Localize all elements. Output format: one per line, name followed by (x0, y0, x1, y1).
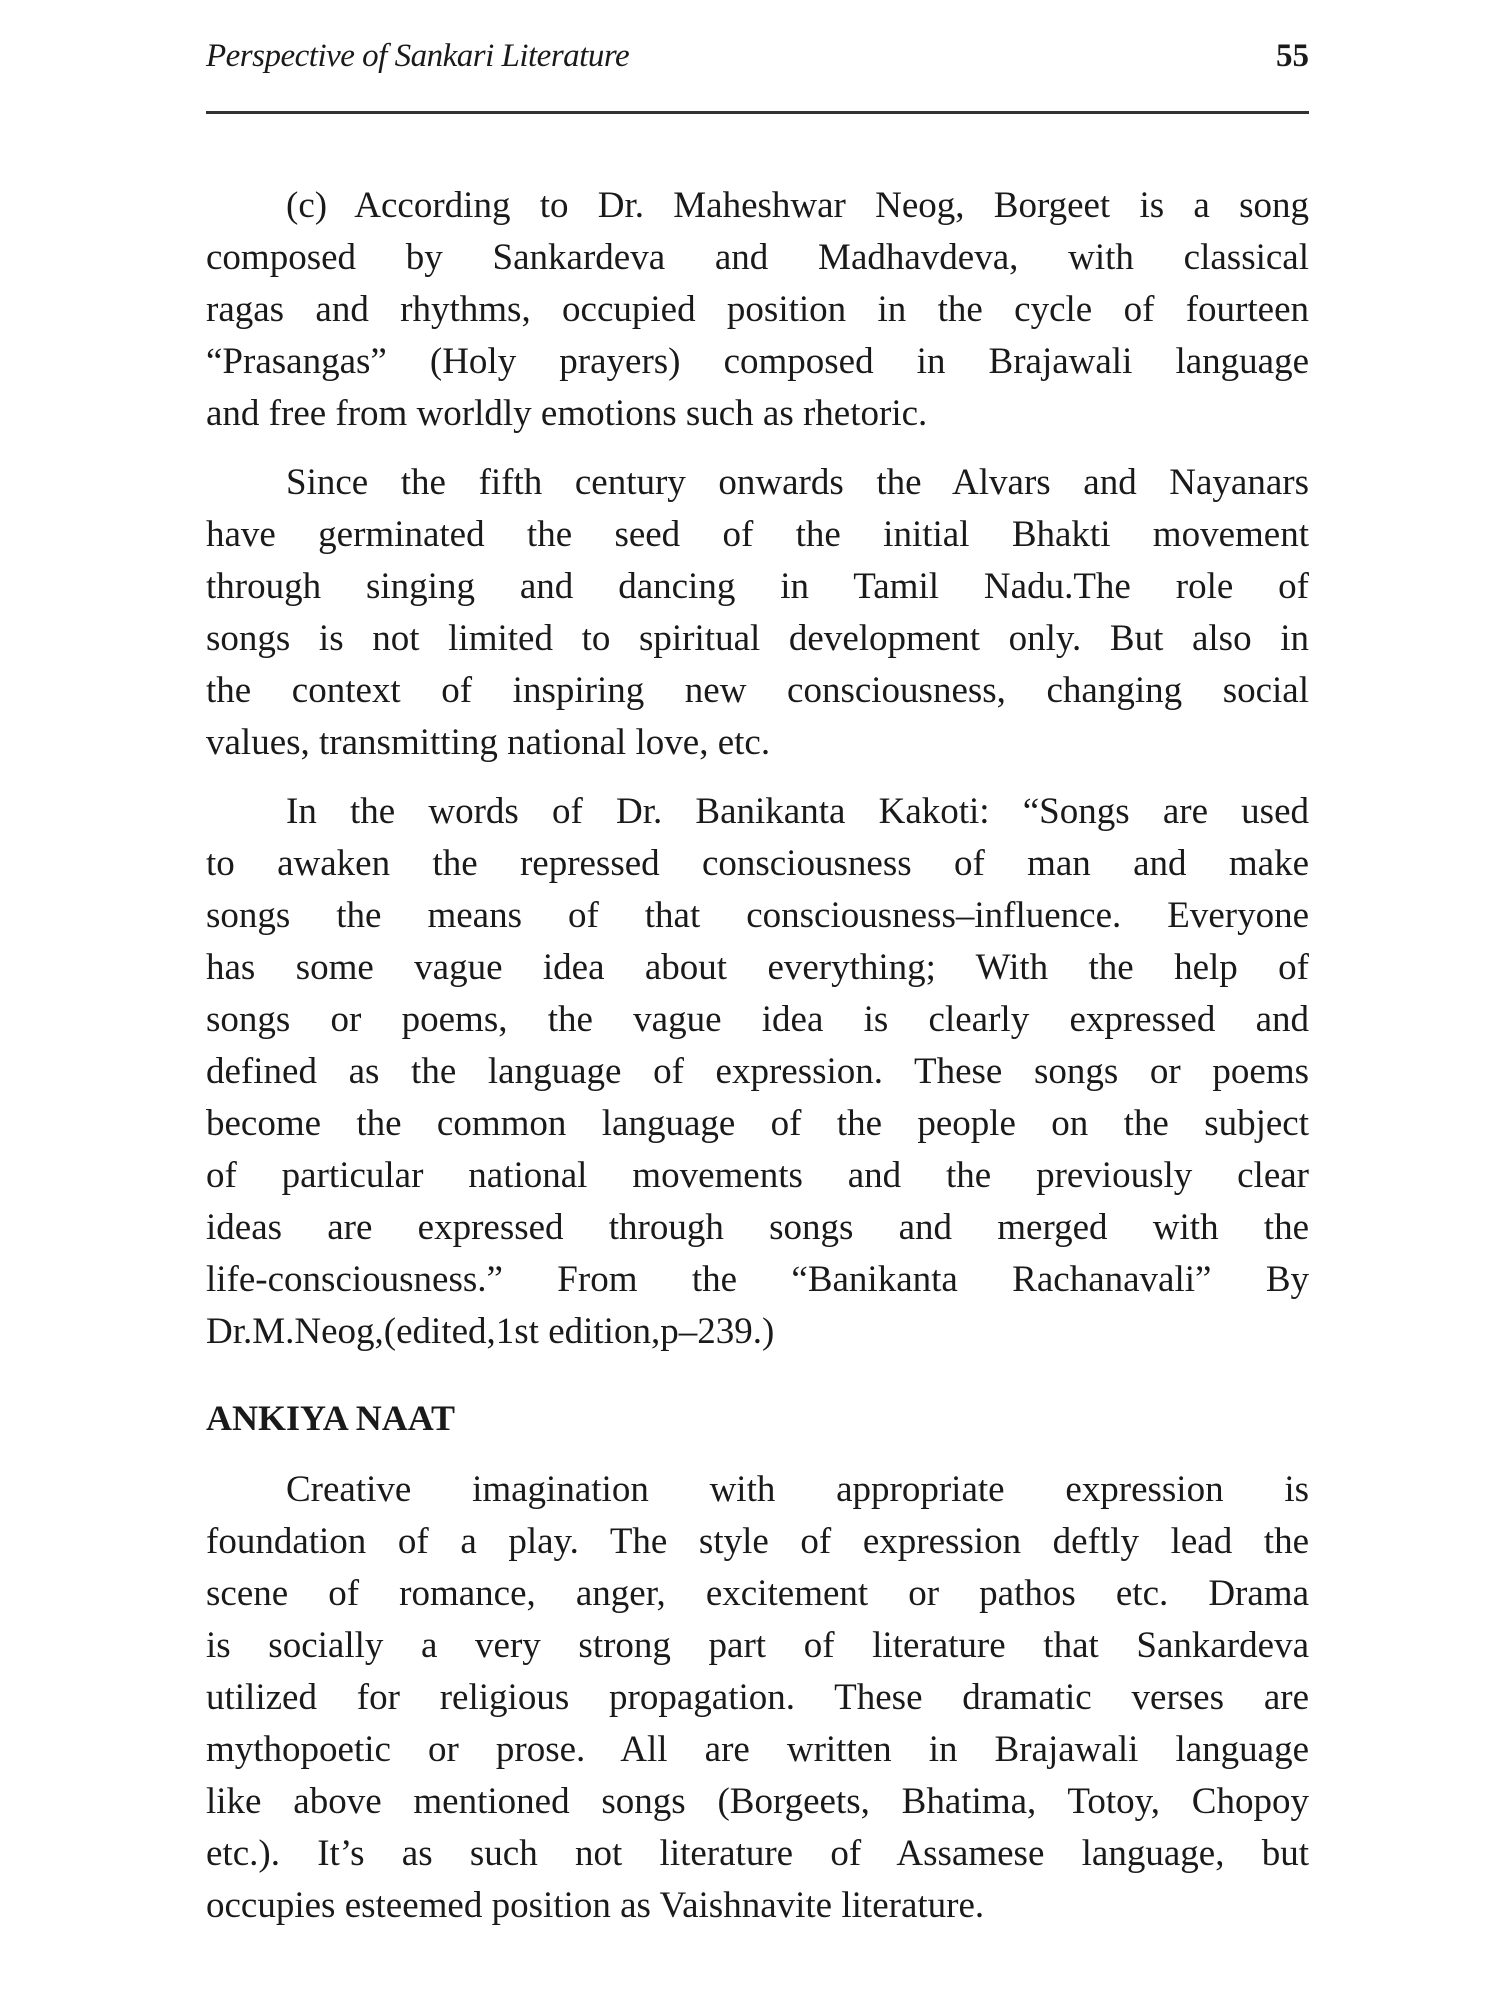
text-line: ideas are expressed through songs and merged with the (206, 1207, 1309, 1248)
paragraph (206, 786, 1309, 1358)
text-line: “Prasangas” (Holy prayers) composed in Brajawali language (206, 341, 1309, 382)
page-body (206, 180, 1309, 1949)
text-line: composed by Sankardeva and Madhavdeva, with classical (206, 237, 1309, 278)
text-line: of particular national movements and the previously clear (206, 1155, 1309, 1196)
text-line: foundation of a play. The style of expression deftly lead the (206, 1521, 1309, 1562)
text-line: songs the means of that consciousness–influence. Everyone (206, 895, 1309, 936)
text-line: Since the fifth century onwards the Alvars and Nayanars (286, 462, 1309, 503)
text-line: has some vague idea about everything; With the help of (206, 947, 1309, 988)
page-header (206, 38, 1309, 88)
text-line: have germinated the seed of the initial Bhakti movement (206, 514, 1309, 555)
text-line: the context of inspiring new consciousness, changing social (206, 670, 1309, 711)
text-line: ragas and rhythms, occupied position in the cycle of fourteen (206, 289, 1309, 330)
text-line: to awaken the repressed consciousness of man and make (206, 843, 1309, 884)
text-line: songs is not limited to spiritual development only. But also in (206, 618, 1309, 659)
text-line: through singing and dancing in Tamil Nadu.The role of (206, 566, 1309, 607)
text-line: is socially a very strong part of literature that Sankardeva (206, 1625, 1309, 1666)
header-rule (206, 111, 1309, 114)
page-number: 55 (1276, 38, 1309, 74)
text-line: (c) According to Dr. Maheshwar Neog, Borgeet is a song (286, 185, 1309, 226)
text-line: songs or poems, the vague idea is clearly expressed and (206, 999, 1309, 1040)
text-line: like above mentioned songs (Borgeets, Bhatima, Totoy, Chopoy (206, 1781, 1309, 1822)
text-line: values, transmitting national love, etc. (206, 722, 771, 763)
paragraphs-after (206, 1464, 1309, 1932)
text-line: Dr.M.Neog,(edited,1st edition,p–239.) (206, 1311, 775, 1352)
text-line: and free from worldly emotions such as rhetoric. (206, 393, 928, 434)
text-line: defined as the language of expression. These songs or poems (206, 1051, 1309, 1092)
text-line: In the words of Dr. Banikanta Kakoti: “Songs are used (286, 791, 1309, 832)
paragraph (206, 457, 1309, 769)
text-line: Creative imagination with appropriate expression is (286, 1469, 1309, 1510)
text-line: etc.). It’s as such not literature of Assamese language, but (206, 1833, 1309, 1874)
section-heading: ANKIYA NAAT (206, 1398, 456, 1438)
text-line: become the common language of the people on the subject (206, 1103, 1309, 1144)
paragraph (206, 1464, 1309, 1932)
paragraph (206, 180, 1309, 440)
text-line: mythopoetic or prose. All are written in Brajawali language (206, 1729, 1309, 1770)
text-line: life-consciousness.” From the “Banikanta Rachanavali” By (206, 1259, 1309, 1300)
text-line: occupies esteemed position as Vaishnavite literature. (206, 1885, 985, 1926)
running-title: Perspective of Sankari Literature (206, 38, 630, 74)
paragraphs-before (206, 180, 1309, 1358)
text-line: utilized for religious propagation. These dramatic verses are (206, 1677, 1309, 1718)
text-line: scene of romance, anger, excitement or pathos etc. Drama (206, 1573, 1309, 1614)
